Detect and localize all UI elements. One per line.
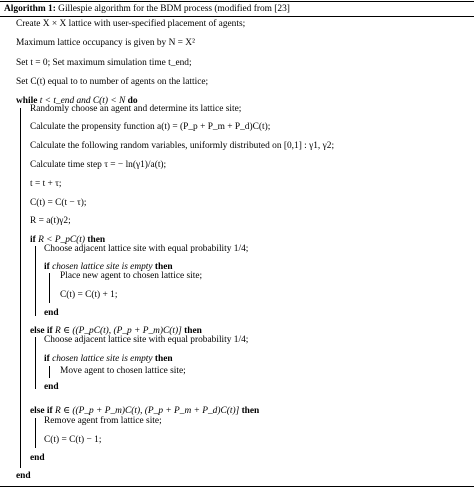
if-birth-bar [35, 246, 36, 316]
line-c-increment: C(t) = C(t) + 1; [60, 290, 118, 300]
if-empty-bar-1 [49, 273, 50, 303]
algorithm-caption [4, 4, 290, 15]
empty-condition: chosen lattice site is empty [52, 354, 153, 364]
while-keyword: while [16, 96, 38, 106]
line-choose-adjacent-2: Choose adjacent lattice site with equal probability 1/4; [44, 335, 249, 345]
while-body-bar [20, 108, 21, 468]
else-if-keyword: else if [30, 326, 53, 336]
line-propensity: Calculate the propensity function a(t) = (P_p + P_m + P_d)C(t); [30, 122, 271, 132]
line-create-lattice: Create X × X lattice with user-specified placement of agents; [16, 19, 246, 29]
else-if-death-bar [35, 418, 36, 448]
line-place-agent: Place new agent to chosen lattice site; [60, 271, 203, 281]
if-birth-condition: R < P_pC(t) [38, 235, 86, 245]
line-set-time: Set t = 0; Set maximum simulation time t_end; [16, 58, 192, 68]
line-max-occupancy: Maximum lattice occupancy is given by N = X² [16, 38, 195, 48]
line-r-assign: R = a(t)γ2; [30, 216, 71, 226]
else-if-keyword: else if [30, 406, 53, 416]
then-keyword: then [154, 354, 173, 364]
do-keyword: do [127, 96, 138, 106]
if-keyword: if [30, 235, 36, 245]
line-c-decrement: C(t) = C(t) − 1; [44, 435, 102, 445]
move-condition: R ∈ ((P_pC(t), (P_p + P_m)C(t)] [55, 326, 182, 336]
line-c-update: C(t) = C(t − τ); [30, 198, 87, 208]
line-t-update: t = t + τ; [30, 179, 62, 189]
line-choose-adjacent-1: Choose adjacent lattice site with equal probability 1/4; [44, 244, 249, 254]
if-empty-bar-2 [49, 366, 50, 378]
line-end-if-empty-2: end [44, 382, 59, 392]
if-keyword: if [44, 262, 50, 272]
death-condition: R ∈ ((P_p + P_m)C(t), (P_p + P_m + P_d)C(t)] [55, 406, 240, 416]
if-keyword: if [44, 354, 50, 364]
line-move-agent: Move agent to chosen lattice site; [60, 366, 186, 376]
line-end-while: end [16, 471, 31, 481]
line-if-empty-2 [44, 354, 173, 365]
line-end-if-empty-1: end [44, 308, 59, 318]
line-remove-agent: Remove agent from lattice site; [44, 416, 162, 426]
while-condition: t < t_end and C(t) < N [39, 96, 126, 106]
then-keyword: then [184, 326, 202, 336]
caption-rule [0, 16, 474, 17]
then-keyword: then [241, 406, 260, 416]
then-keyword: then [154, 262, 173, 272]
then-keyword: then [87, 235, 106, 245]
empty-condition: chosen lattice site is empty [52, 262, 153, 272]
caption-label: Algorithm 1: [4, 4, 56, 14]
bottom-rule [0, 486, 474, 487]
caption-text: Gillespie algorithm for the BDM process (modified from [23] [58, 4, 290, 14]
line-end-if: end [30, 453, 45, 463]
line-set-count: Set C(t) equal to to number of agents on the lattice; [16, 77, 209, 87]
else-if-move-bar [35, 337, 36, 389]
line-choose-agent: Randomly choose an agent and determine its lattice site; [30, 104, 242, 114]
top-rule [0, 1, 474, 2]
line-time-step: Calculate time step τ = − ln(γ1)/a(t); [30, 160, 167, 170]
line-random-vars: Calculate the following random variables, uniformly distributed on [0,1] : γ1, γ2; [30, 141, 335, 151]
